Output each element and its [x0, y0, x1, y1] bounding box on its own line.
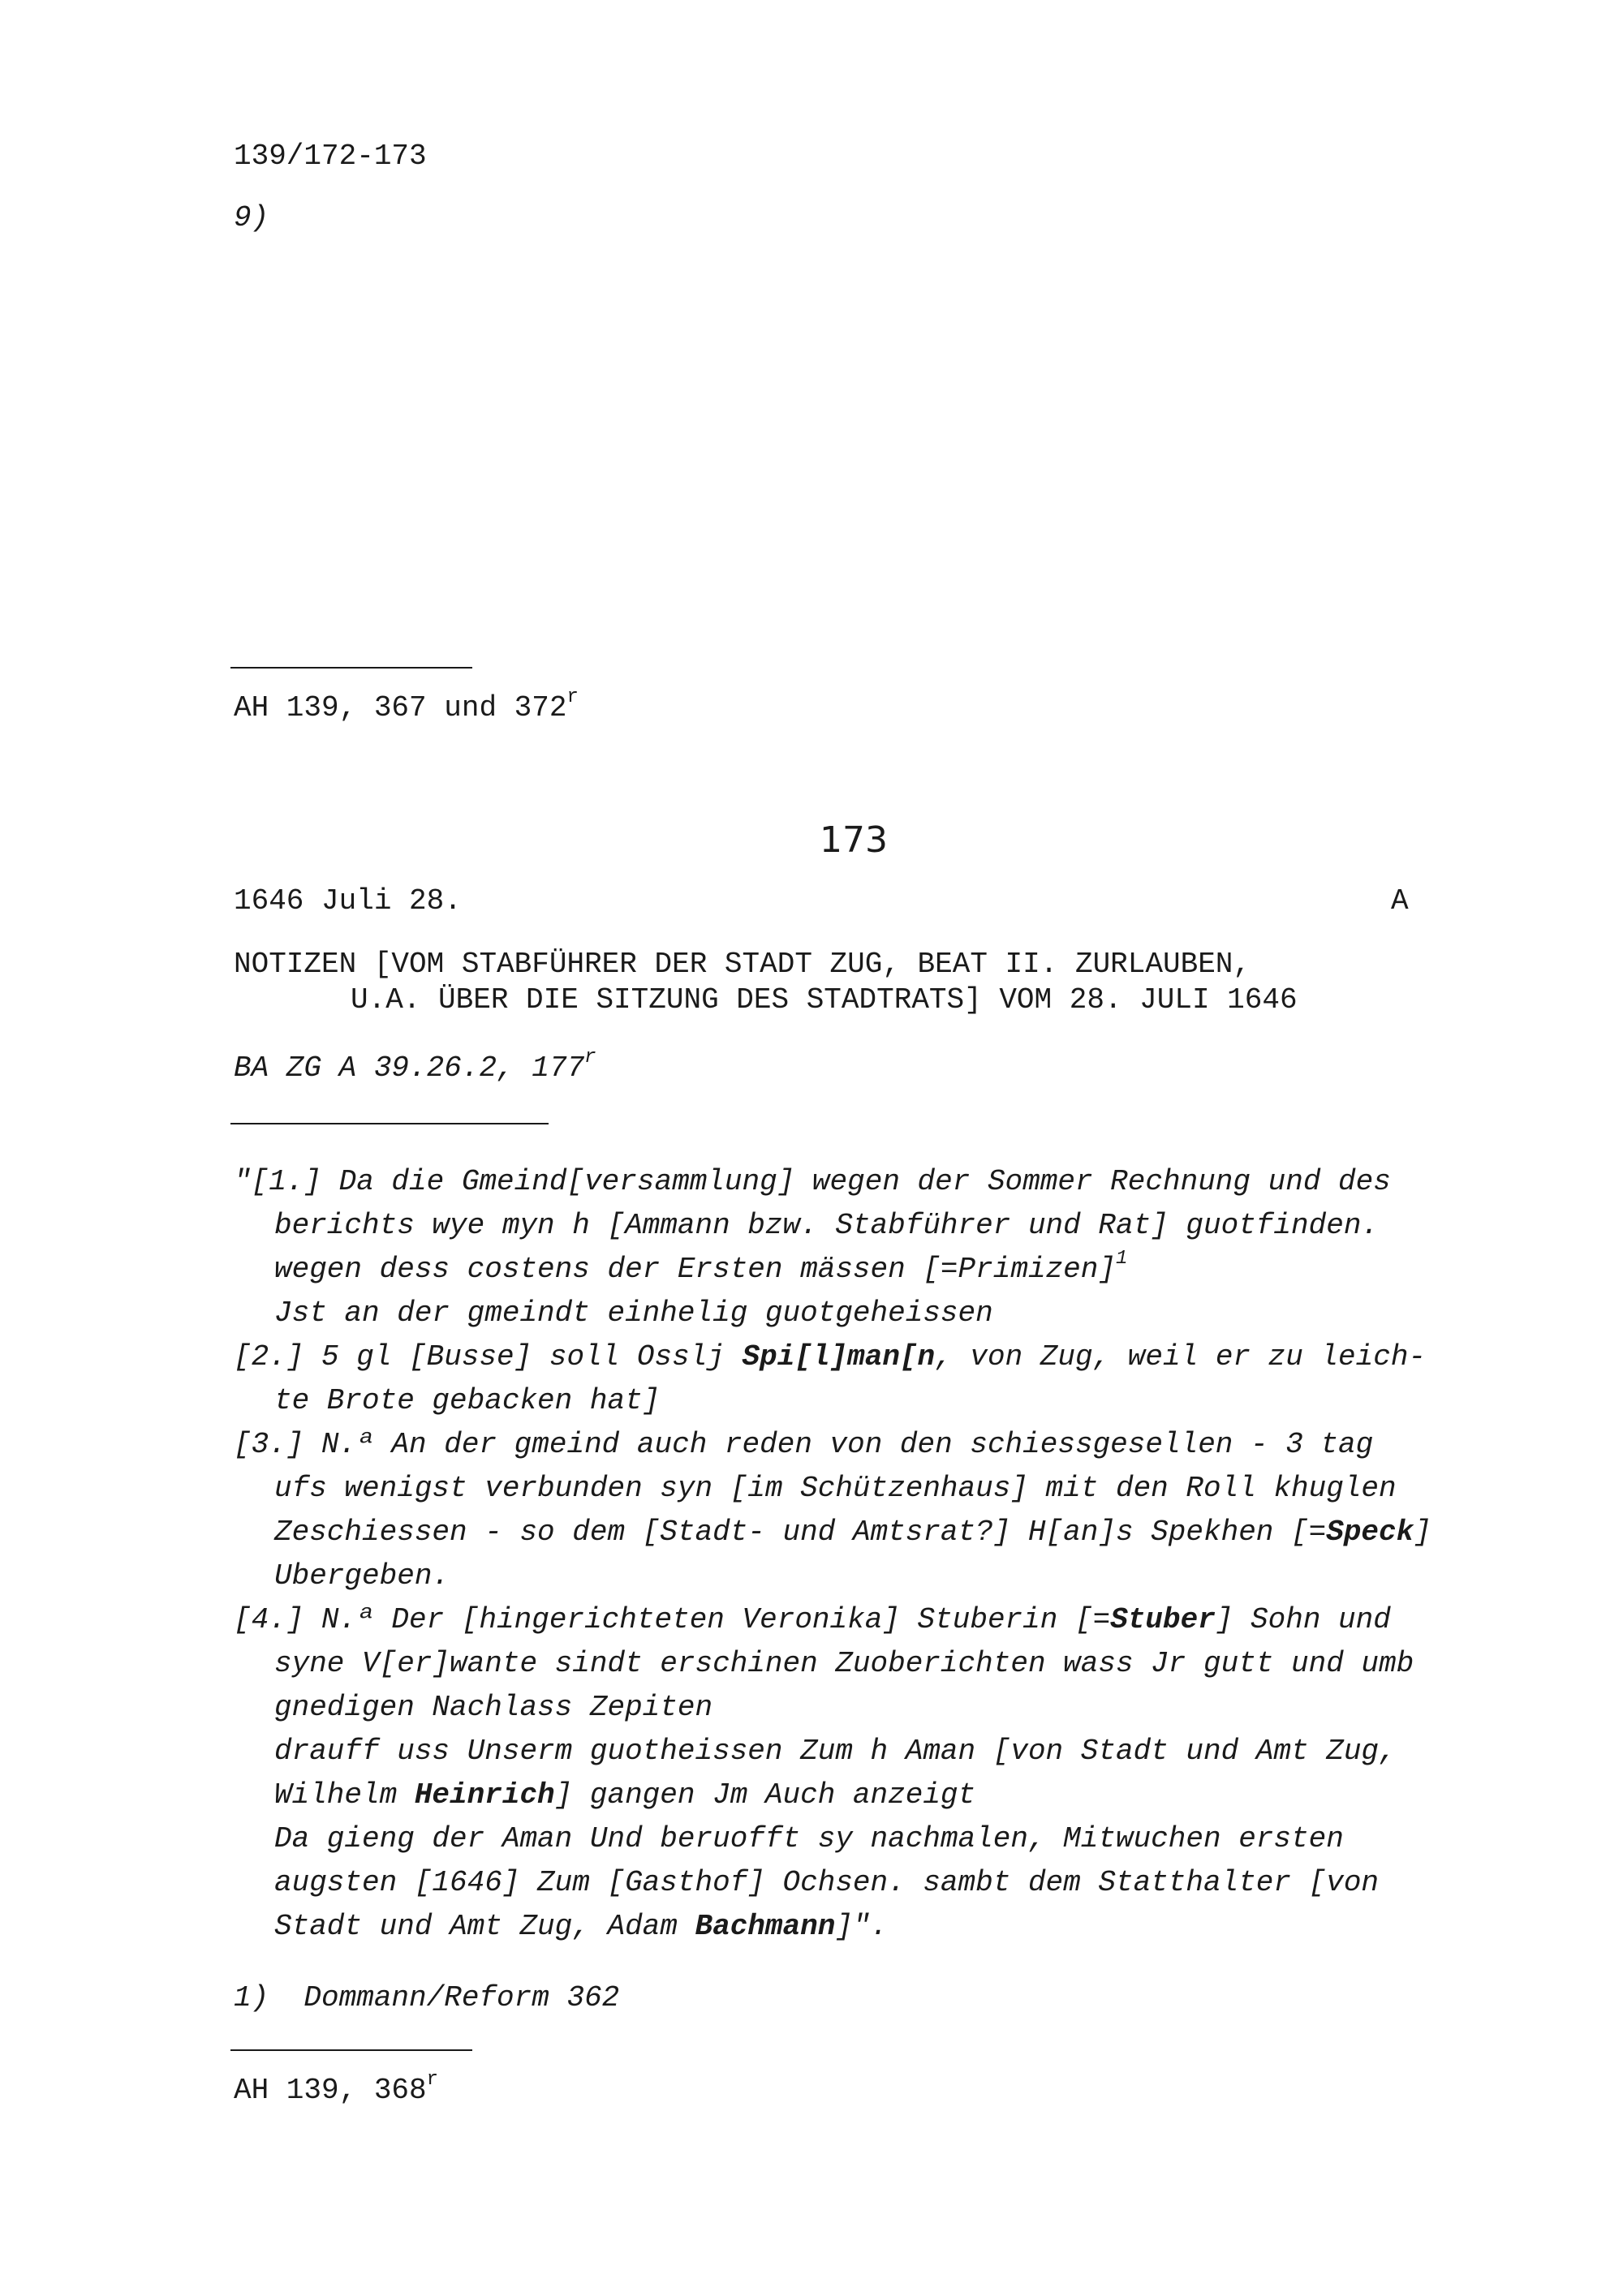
body-line: "[1.] Da die Gmeind[versammlung] wegen der Sommer Rechnung und des — [234, 1165, 1391, 1198]
body-line: Da gieng der Aman Und beruofft sy nachmalen, Mitwuchen ersten — [274, 1822, 1344, 1855]
body-line-text: ] — [1414, 1516, 1431, 1549]
person-name: Speck — [1326, 1516, 1414, 1549]
body-line — [274, 1248, 1128, 1286]
page-subreference: 9) — [234, 201, 269, 234]
person-name: Spi[l]man[n — [742, 1340, 936, 1374]
footnote: 1) Dommann/Reform 362 — [234, 1981, 620, 2014]
source-sup: r — [426, 2069, 439, 2091]
source-text: AH 139, 368 — [234, 2074, 427, 2107]
body-line-text: [4.] N.ª Der [hingerichteten Veronika] Stuberin [= — [234, 1603, 1111, 1636]
separator-rule-3 — [230, 2049, 472, 2051]
body-line: ufs wenigst verbunden syn [im Schützenhaus] mit den Roll khuglen — [274, 1472, 1397, 1505]
document-letter: A — [1391, 884, 1409, 918]
page-reference: 139/172-173 — [234, 140, 427, 173]
document-number: 173 — [820, 819, 888, 861]
body-line-text: Stadt und Amt Zug, Adam — [274, 1910, 695, 1943]
document-title-line-2: U.A. ÜBER DIE SITZUNG DES STADTRATS] VOM 28. JULI 1646 — [351, 983, 1298, 1017]
footnote-marker: 1 — [1115, 1248, 1128, 1270]
body-line — [234, 1603, 1391, 1636]
body-line-text: wegen dess costens der Ersten mässen [=Primizen] — [274, 1253, 1116, 1286]
person-name: Bachmann — [695, 1910, 836, 1943]
document-date: 1646 Juli 28. — [234, 884, 462, 918]
body-line — [274, 1516, 1431, 1549]
body-line: augsten [1646] Zum [Gasthof] Ochsen. sambt dem Statthalter [von — [274, 1866, 1380, 1899]
body-line: [3.] N.ª An der gmeind auch reden von den schiessgesellen - 3 tag — [234, 1428, 1374, 1461]
document-title-line-1: NOTIZEN [VOM STABFÜHRER DER STADT ZUG, BEAT II. ZURLAUBEN, — [234, 948, 1251, 981]
body-line — [274, 1778, 975, 1812]
previous-source-sup: r — [566, 686, 579, 708]
body-line: berichts wye myn h [Ammann bzw. Stabführer und Rat] guotfinden. — [274, 1209, 1380, 1242]
person-name: Heinrich — [414, 1778, 555, 1812]
body-line: syne V[er]wante sindt erschinen Zuoberichten wass Jr gutt und umb — [274, 1647, 1414, 1680]
body-line: te Brote gebacken hat] — [274, 1384, 661, 1417]
person-name: Stuber — [1110, 1603, 1216, 1636]
previous-source-text: AH 139, 367 und 372 — [234, 691, 567, 724]
archive-reference — [234, 1047, 596, 1085]
body-line: drauff uss Unserm guotheissen Zum h Aman [von Stadt und Amt Zug, — [274, 1735, 1397, 1768]
body-line-text: Wilhelm — [274, 1778, 415, 1812]
body-line — [274, 1910, 888, 1943]
body-line: Ubergeben. — [274, 1559, 450, 1593]
body-line-text: Zeschiessen - so dem [Stadt- und Amtsrat?] H[an]s Spekhen [= — [274, 1516, 1327, 1549]
body-line-text: ] gangen Jm Auch anzeigt — [554, 1778, 976, 1812]
body-line: Jst an der gmeindt einhelig guotgeheissen — [274, 1296, 993, 1330]
archive-reference-sup: r — [584, 1047, 596, 1068]
separator-rule-2 — [230, 1123, 549, 1124]
body-line — [234, 1340, 1426, 1374]
body-line: gnedigen Nachlass Zepiten — [274, 1691, 713, 1724]
source-line — [234, 2069, 439, 2107]
body-line-text: , von Zug, weil er zu leich- — [935, 1340, 1427, 1374]
archive-reference-text: BA ZG A 39.26.2, 177 — [234, 1051, 585, 1085]
separator-rule — [230, 667, 472, 669]
body-line-text: ]". — [835, 1910, 889, 1943]
body-line-text: ] Sohn und — [1215, 1603, 1391, 1636]
body-line-text: [2.] 5 gl [Busse] soll Osslj — [234, 1340, 743, 1374]
previous-source-line — [234, 686, 579, 724]
